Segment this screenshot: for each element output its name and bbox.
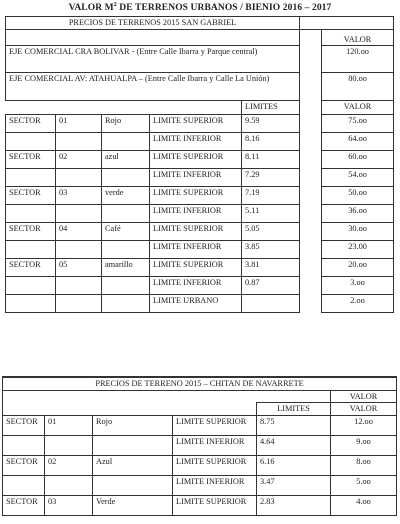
eje-row	[6, 46, 394, 73]
table1-limites-header: LIMITES	[242, 101, 300, 115]
limit-value: 3.85	[242, 241, 300, 259]
title-superscript: 2	[113, 2, 117, 8]
limit-value	[242, 295, 300, 313]
limit-type: LIMITE SUPERIOR	[150, 223, 242, 241]
table-row	[3, 476, 397, 496]
limit-value: 7.29	[242, 169, 300, 187]
sector-number: 03	[45, 496, 93, 516]
table2-valor-row	[3, 390, 397, 403]
limit-value: 2.83	[257, 496, 331, 516]
limit-type: LIMITE SUPERIOR	[173, 416, 257, 436]
price-value: 4.oo	[331, 496, 397, 516]
table-row	[3, 496, 397, 516]
sector-color: Verde	[93, 496, 173, 516]
limit-value: 9.59	[242, 115, 300, 133]
title-prefix: VALOR M	[68, 3, 114, 14]
sector-number: 01	[56, 115, 102, 133]
eje-valor: 80.oo	[322, 73, 394, 101]
sector-number: 04	[56, 223, 102, 241]
table-row	[6, 295, 394, 313]
price-value: 2.oo	[322, 295, 394, 313]
limit-value: 7.19	[242, 187, 300, 205]
sector-number	[56, 277, 102, 295]
limit-value: 8.11	[242, 151, 300, 169]
eje-valor: 120.oo	[322, 46, 394, 73]
sector-label: SECTOR	[6, 223, 56, 241]
table1-title: PRECIOS DE TERRENOS 2015 SAN GABRIEL	[6, 17, 300, 30]
limit-type: LIMITE SUPERIOR	[150, 187, 242, 205]
sector-color: Café	[102, 223, 150, 241]
sector-number	[56, 205, 102, 223]
limit-type: LIMITE INFERIOR	[173, 476, 257, 496]
limit-value: 8.16	[242, 133, 300, 151]
table-row	[6, 223, 394, 241]
limit-value: 6.16	[257, 456, 331, 476]
price-value: 9.oo	[331, 436, 397, 456]
sector-label: SECTOR	[3, 496, 45, 516]
table1-title-row	[6, 17, 394, 30]
limit-value: 4.64	[257, 436, 331, 456]
sector-label: SECTOR	[3, 456, 45, 476]
title-suffix: DE TERRENOS URBANOS / BIENIO 2016 – 2017	[116, 3, 332, 14]
table-row	[6, 277, 394, 295]
sector-label: SECTOR	[3, 416, 45, 436]
sector-number: 05	[56, 259, 102, 277]
sector-number	[56, 241, 102, 259]
limit-value: 3.81	[242, 259, 300, 277]
sector-number	[56, 295, 102, 313]
limit-type: LIMITE INFERIOR	[150, 277, 242, 295]
table-row	[6, 205, 394, 223]
limit-type: LIMITE SUPERIOR	[173, 456, 257, 476]
price-value: 8.oo	[331, 456, 397, 476]
sector-label: SECTOR	[6, 115, 56, 133]
sector-color	[93, 476, 173, 496]
sector-color	[102, 205, 150, 223]
sector-color	[93, 436, 173, 456]
price-value: 20.oo	[322, 259, 394, 277]
sector-label	[6, 133, 56, 151]
sector-number: 02	[56, 151, 102, 169]
sector-color	[102, 169, 150, 187]
table2-limites-header-row	[3, 403, 397, 416]
limit-type: LIMITE SUPERIOR	[150, 259, 242, 277]
limit-type: LIMITE SUPERIOR	[150, 151, 242, 169]
table2-limites-header: LIMITES	[257, 403, 331, 416]
limit-type: LIMITE INFERIOR	[150, 205, 242, 223]
limit-type: LIMITE INFERIOR	[173, 436, 257, 456]
limit-type: LIMITE URBANO	[150, 295, 242, 313]
sector-number: 02	[45, 456, 93, 476]
price-value: 30.oo	[322, 223, 394, 241]
price-value: 75.oo	[322, 115, 394, 133]
table-row	[6, 169, 394, 187]
sector-label: SECTOR	[6, 151, 56, 169]
sector-label	[6, 241, 56, 259]
table1-header-blank	[6, 30, 300, 46]
table-row	[6, 115, 394, 133]
eje-name: EJE COMERCIAL AV: ATAHUALPA – (Entre Calle Ibarra y Calle La Unión)	[6, 73, 300, 101]
sector-label	[6, 295, 56, 313]
limit-type: LIMITE SUPERIOR	[173, 496, 257, 516]
table-row	[6, 133, 394, 151]
sector-number	[56, 169, 102, 187]
table2-valor-header-2: VALOR	[331, 403, 397, 416]
table2-header-blank-2	[3, 403, 257, 416]
table-row	[3, 436, 397, 456]
sector-label	[6, 205, 56, 223]
limit-value: 5.05	[242, 223, 300, 241]
san-gabriel-price-table	[5, 16, 394, 313]
price-value: 12.oo	[331, 416, 397, 436]
sector-label: SECTOR	[6, 187, 56, 205]
table2-header-blank	[3, 390, 331, 403]
sector-number	[45, 436, 93, 456]
price-value: 54.oo	[322, 169, 394, 187]
price-value: 50.oo	[322, 187, 394, 205]
sector-color: Rojo	[93, 416, 173, 436]
eje-name: EJE COMERCIAL CRA BOLIVAR - (Entre Calle Ibarra y Parque central)	[6, 46, 300, 73]
sector-color: Azul	[93, 456, 173, 476]
sector-color: verde	[102, 187, 150, 205]
sector-color	[102, 241, 150, 259]
document-title	[0, 2, 400, 13]
chitan-price-table	[2, 376, 397, 516]
sector-label	[6, 169, 56, 187]
table-row	[6, 187, 394, 205]
sector-color	[102, 133, 150, 151]
limit-type: LIMITE INFERIOR	[150, 241, 242, 259]
sector-color: azul	[102, 151, 150, 169]
sector-color	[102, 277, 150, 295]
price-value: 36.oo	[322, 205, 394, 223]
price-value: 5.oo	[331, 476, 397, 496]
table1-title-blank	[300, 17, 394, 30]
limit-type: LIMITE INFERIOR	[150, 169, 242, 187]
table-row	[6, 151, 394, 169]
sector-color: amarillo	[102, 259, 150, 277]
limit-value: 3.47	[257, 476, 331, 496]
table2-valor-header: VALOR	[331, 390, 397, 403]
table2-title-row	[3, 377, 397, 390]
sector-number: 03	[56, 187, 102, 205]
sector-number	[56, 133, 102, 151]
sector-number: 01	[45, 416, 93, 436]
table2-title: PRECIOS DE TERRENO 2015 – CHITAN DE NAVARRETE	[3, 377, 397, 390]
sector-label	[6, 277, 56, 295]
price-value: 23.00	[322, 241, 394, 259]
price-value: 3.oo	[322, 277, 394, 295]
table1-valor-header-2: VALOR	[322, 101, 394, 115]
limit-value: 5.11	[242, 205, 300, 223]
limit-value: 8.75	[257, 416, 331, 436]
sector-label: SECTOR	[6, 259, 56, 277]
price-value: 60.oo	[322, 151, 394, 169]
table-row	[3, 456, 397, 476]
eje-row	[6, 73, 394, 101]
sector-color	[102, 295, 150, 313]
limit-type: LIMITE SUPERIOR	[150, 115, 242, 133]
table-row	[3, 416, 397, 436]
limit-type: LIMITE INFERIOR	[150, 133, 242, 151]
sector-color: Rojo	[102, 115, 150, 133]
table-row	[6, 259, 394, 277]
price-value: 64.oo	[322, 133, 394, 151]
table-row	[6, 241, 394, 259]
sector-label	[3, 436, 45, 456]
table1-valor-header: VALOR	[322, 30, 394, 46]
sector-number	[45, 476, 93, 496]
table1-header-row	[6, 30, 394, 46]
table1-limites-header-row	[6, 101, 394, 115]
limit-value: 0.87	[242, 277, 300, 295]
sector-label	[3, 476, 45, 496]
